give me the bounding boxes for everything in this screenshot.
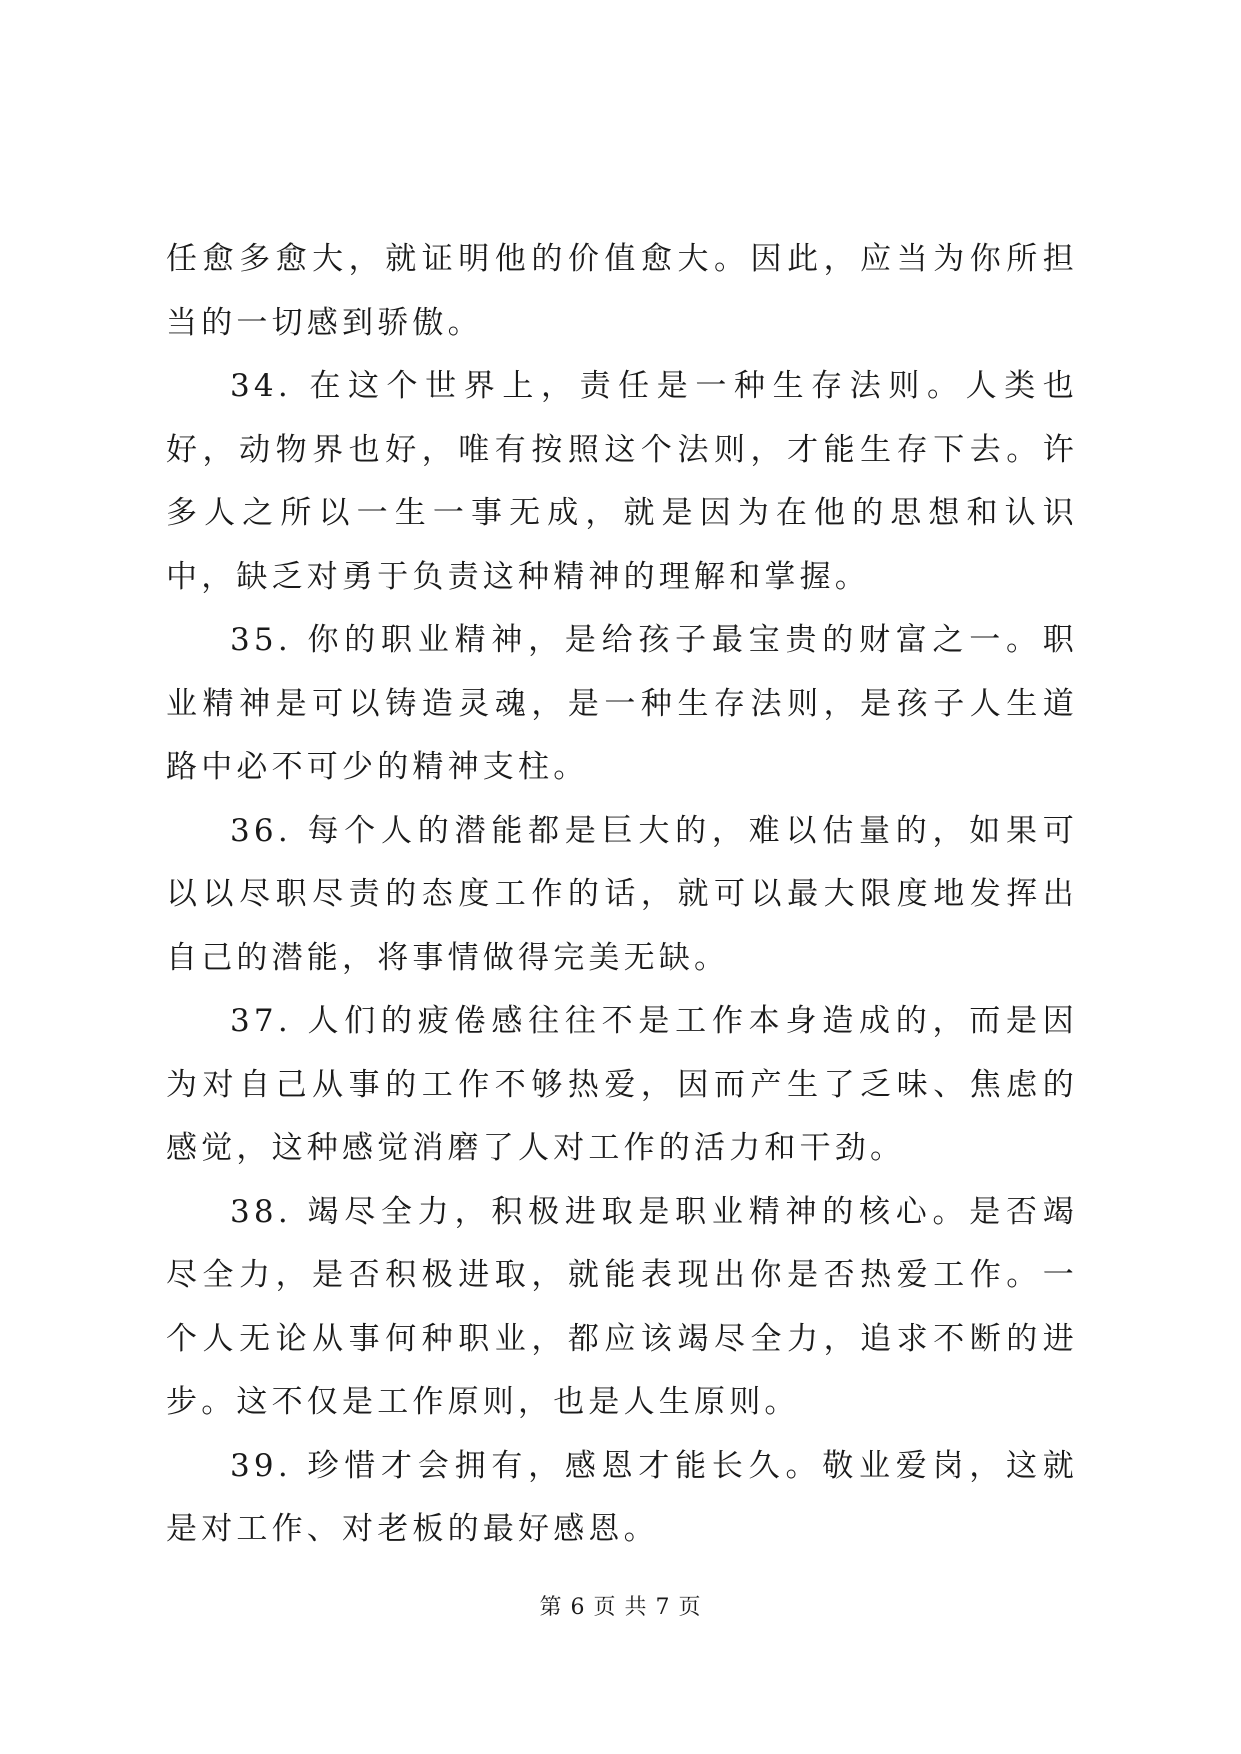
paragraph-39: 39. 珍惜才会拥有，感恩才能长久。敬业爱岗，这就是对工作、对老板的最好感恩。 bbox=[166, 1447, 1078, 1547]
page-footer: 第 6 页 共 7 页 bbox=[539, 1595, 702, 1620]
paragraph-34: 34. 在这个世界上，责任是一种生存法则。人类也好，动物界也好，唯有按照这个法则，才能生存下去。许多人之所以一生一事无成，就是因为在他的思想和认识中，缺乏对勇于负责这种精神的理解和掌握。 bbox=[166, 368, 1078, 595]
document-body bbox=[166, 228, 1078, 1562]
paragraph-continuation: 任愈多愈大，就证明他的价值愈大。因此，应当为你所担当的一切感到骄傲。 bbox=[166, 241, 1078, 341]
paragraph-37: 37. 人们的疲倦感往往不是工作本身造成的，而是因为对自己从事的工作不够热爱，因而产生了乏味、焦虑的感觉，这种感觉消磨了人对工作的活力和干劲。 bbox=[166, 1003, 1078, 1166]
paragraph-36: 36. 每个人的潜能都是巨大的，难以估量的，如果可以以尽职尽责的态度工作的话，就可以最大限度地发挥出自己的潜能，将事情做得完美无缺。 bbox=[166, 812, 1078, 976]
paragraph-38: 38. 竭尽全力，积极进取是职业精神的核心。是否竭尽全力，是否积极进取，就能表现出你是否热爱工作。一个人无论从事何种职业，都应该竭尽全力，追求不断的进步。这不仅是工作原则，也是人生原则。 bbox=[166, 1193, 1078, 1420]
paragraph-35: 35. 你的职业精神，是给孩子最宝贵的财富之一。职业精神是可以铸造灵魂，是一种生存法则，是孩子人生道路中必不可少的精神支柱。 bbox=[166, 622, 1078, 785]
